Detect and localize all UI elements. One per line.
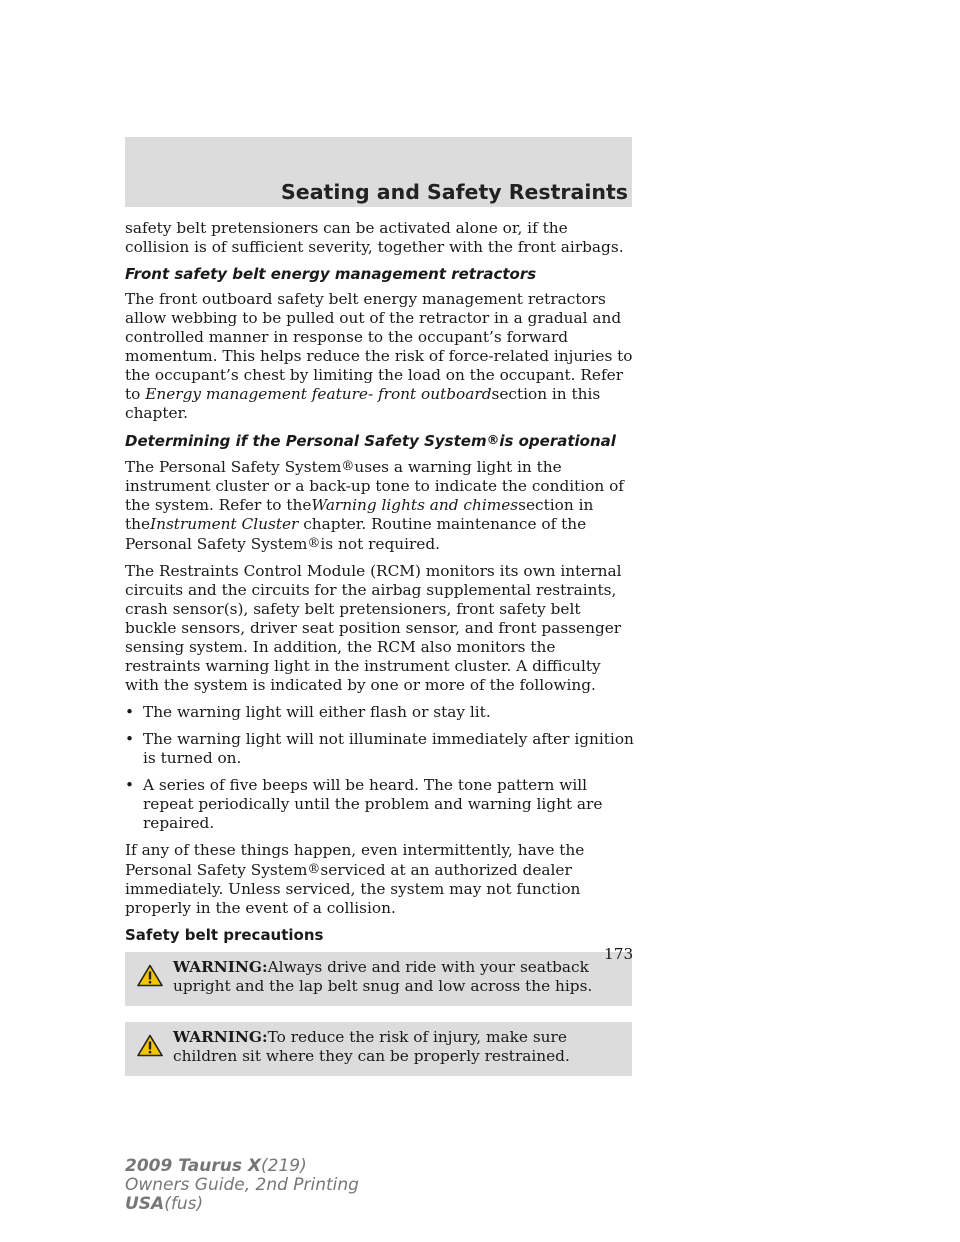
warning-triangle-icon — [137, 964, 163, 987]
footer-market: USA — [125, 1194, 165, 1214]
retractors-heading: Front safety belt energy management retractors — [125, 265, 537, 283]
p1-d: chapter. Routine maintenance of the Personal Safety System — [125, 514, 587, 553]
precautions-heading: Safety belt precautions — [125, 925, 324, 944]
operational-paragraph-1 — [125, 457, 635, 554]
bullet-icon: • — [125, 775, 135, 794]
retractors-text: The front outboard safety belt energy management retractors allow webbing to be pulled out of the retractor in a gradual and controlled manner in response to the occupant’s forward momentum. This helps reduce the risk of force-related injuries to the occupant’s chest by limiting the load on the occupant. Refer to — [125, 290, 633, 403]
page-content — [125, 219, 635, 1086]
retractors-paragraph — [125, 290, 635, 423]
p3-a: If any of these things happen, even intermittently, have the Personal Safety System — [125, 840, 585, 879]
operational-heading — [125, 431, 635, 451]
operational-paragraph-3 — [125, 841, 635, 918]
warning-text: Always drive and ride with your seatback upright and the lap belt snug and low across the hips. — [173, 957, 593, 995]
symptom-list — [125, 703, 635, 833]
registered-mark: ® — [307, 861, 321, 877]
chapter-title: Seating and Safety Restraints — [281, 180, 628, 204]
energy-management-reference: Energy management feature- front outboard — [145, 385, 492, 403]
chapter-header-band — [125, 137, 632, 207]
warning-label: WARNING: — [173, 957, 268, 976]
footer-line-3 — [125, 1195, 359, 1214]
p1-c: section in the — [125, 495, 594, 533]
instrument-cluster-reference: Instrument Cluster — [150, 514, 299, 533]
warning-box — [125, 952, 632, 1006]
footer-market-code: (fus) — [164, 1194, 204, 1214]
footer-line-2: Owners Guide, 2nd Printing — [125, 1175, 359, 1195]
list-item-text: A series of five beeps will be heard. The tone pattern will repeat periodically until the problem and warning light are repaired. — [143, 775, 603, 832]
registered-mark: ® — [486, 433, 500, 448]
p1-a: The Personal Safety System — [125, 457, 342, 476]
list-item — [125, 776, 635, 833]
retractors-text-after: section in this chapter. — [125, 385, 601, 422]
list-item — [125, 703, 635, 722]
print-footer — [125, 1157, 359, 1214]
bullet-icon: • — [125, 729, 135, 748]
warning-box — [125, 1022, 632, 1076]
footer-model-code: (219) — [261, 1156, 307, 1176]
list-item-text: The warning light will either flash or stay lit. — [143, 702, 491, 721]
list-item-text: The warning light will not illuminate immediately after ignition is turned on. — [143, 729, 634, 767]
operational-heading-a: Determining if the Personal Safety System — [125, 431, 487, 450]
p1-b: uses a warning light in the instrument cluster or a back-up tone to indicate the condition of the system. Refer to the — [125, 457, 624, 514]
warning-text: To reduce the risk of injury, make sure children sit where they can be properly restrained. — [173, 1027, 570, 1065]
footer-model: 2009 Taurus X — [125, 1156, 262, 1176]
bullet-icon: • — [125, 702, 135, 721]
p1-e: is not required. — [320, 534, 441, 553]
warning-lights-reference: Warning lights and chimes — [311, 495, 519, 514]
operational-heading-b: is operational — [499, 431, 616, 450]
intro-paragraph: safety belt pretensioners can be activated alone or, if the collision is of sufficient severity, together with the front airbags. — [125, 219, 624, 256]
registered-mark: ® — [307, 535, 321, 551]
footer-line-1 — [125, 1157, 359, 1176]
operational-paragraph-2: The Restraints Control Module (RCM) monitors its own internal circuits and the circuits for the airbag supplemental restraints, crash sensor(s), safety belt pretensioners, front safety belt buckle sensors, driver seat position sensor, and front passenger sensing system. In addition, the RCM also monitors the restraints warning light in the instrument cluster. A difficulty with the system is indicated by one or more of the following. — [125, 561, 622, 694]
page-number: 173 — [604, 945, 634, 963]
warning-triangle-icon — [137, 1034, 163, 1057]
warning-label: WARNING: — [173, 1027, 268, 1046]
list-item — [125, 730, 635, 768]
p3-b: serviced at an authorized dealer immediately. Unless serviced, the system may not function properly in the event of a collision. — [125, 860, 581, 917]
registered-mark: ® — [341, 458, 355, 474]
